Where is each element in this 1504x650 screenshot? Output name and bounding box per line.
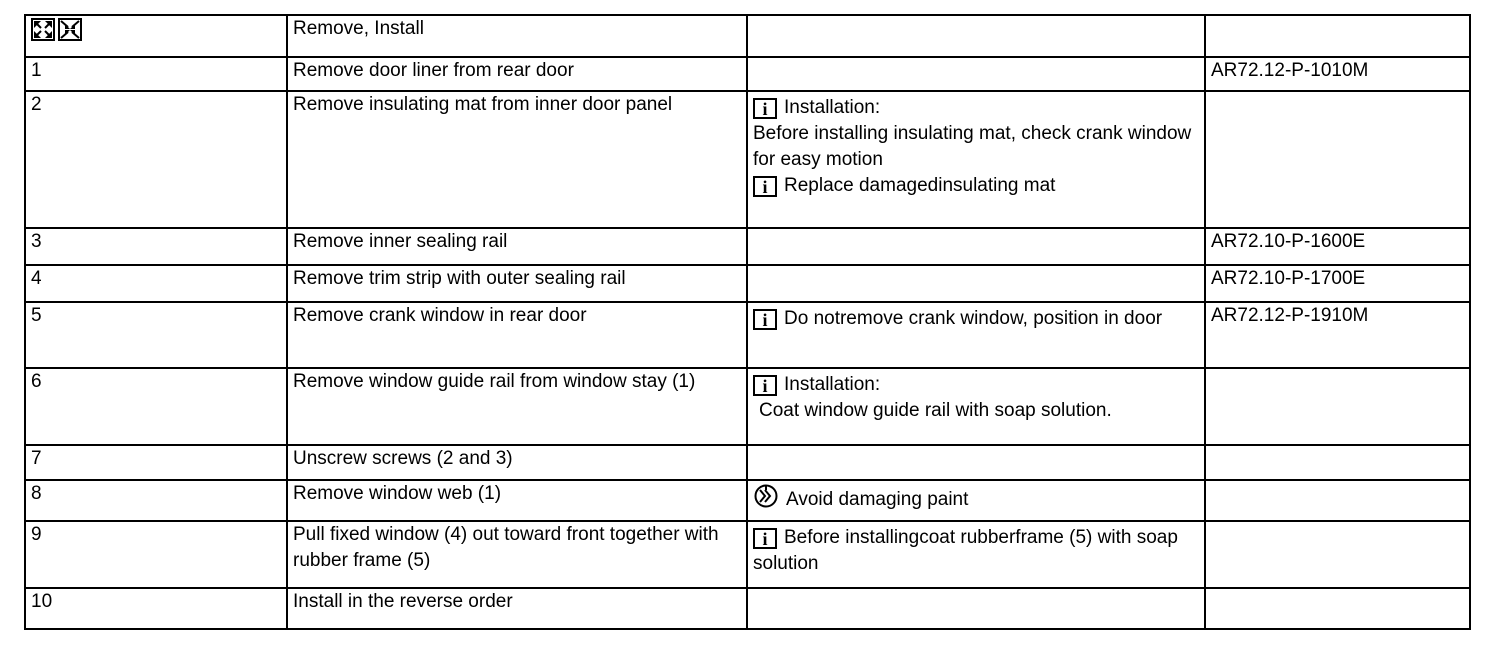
header-icons-cell xyxy=(25,15,287,57)
info-icon: i xyxy=(753,375,777,396)
step-text: Remove trim strip with outer sealing rail xyxy=(287,265,747,302)
note-text: Before installing insulating mat, check crank window for easy motion xyxy=(753,123,1192,170)
step-reference[interactable]: AR72.10-P-1700E xyxy=(1205,265,1470,302)
step-text: Remove window web (1) xyxy=(287,480,747,521)
step-reference xyxy=(1205,588,1470,629)
step-note xyxy=(747,302,1205,368)
step-text: Remove window guide rail from window stay (1) xyxy=(287,368,747,445)
step-text: Remove crank window in rear door xyxy=(287,302,747,368)
table-row xyxy=(25,91,1470,228)
step-note xyxy=(747,480,1205,521)
table-row xyxy=(25,521,1470,588)
note-heading: Installation: xyxy=(784,374,881,395)
step-reference xyxy=(1205,91,1470,228)
info-icon: i xyxy=(753,176,777,197)
step-reference[interactable]: AR72.10-P-1600E xyxy=(1205,228,1470,265)
step-number: 10 xyxy=(25,588,287,629)
step-note xyxy=(747,57,1205,91)
step-reference[interactable]: AR72.12-P-1910M xyxy=(1205,302,1470,368)
table-row xyxy=(25,302,1470,368)
remove-icon xyxy=(31,18,55,41)
step-number: 8 xyxy=(25,480,287,521)
step-reference xyxy=(1205,445,1470,480)
step-number: 7 xyxy=(25,445,287,480)
install-icon xyxy=(58,18,82,41)
note-text: Before installingcoat rubberframe (5) with soap solution xyxy=(753,527,1178,574)
table-row xyxy=(25,368,1470,445)
step-note xyxy=(747,368,1205,445)
header-notes-cell xyxy=(747,15,1205,57)
step-note xyxy=(747,521,1205,588)
table-row xyxy=(25,445,1470,480)
table-row xyxy=(25,228,1470,265)
step-reference[interactable]: AR72.12-P-1010M xyxy=(1205,57,1470,91)
remove-install-icons xyxy=(31,18,82,41)
procedure-table xyxy=(24,14,1471,630)
note-text: Avoid damaging paint xyxy=(786,489,969,510)
info-icon: i xyxy=(753,98,777,119)
table-row xyxy=(25,588,1470,629)
step-reference xyxy=(1205,480,1470,521)
table-row xyxy=(25,480,1470,521)
step-number: 3 xyxy=(25,228,287,265)
step-text: Remove door liner from rear door xyxy=(287,57,747,91)
table-row xyxy=(25,265,1470,302)
step-text: Remove insulating mat from inner door panel xyxy=(287,91,747,228)
header-ref-cell xyxy=(1205,15,1470,57)
step-reference xyxy=(1205,521,1470,588)
step-number: 6 xyxy=(25,368,287,445)
step-number: 2 xyxy=(25,91,287,228)
step-number: 1 xyxy=(25,57,287,91)
step-number: 5 xyxy=(25,302,287,368)
note-heading: Installation: xyxy=(784,97,881,118)
step-text: Pull fixed window (4) out toward front together with rubber frame (5) xyxy=(287,521,747,588)
table-row xyxy=(25,57,1470,91)
step-note xyxy=(747,445,1205,480)
note-text: Coat window guide rail with soap solution. xyxy=(759,400,1112,421)
caution-icon xyxy=(753,484,779,508)
step-text: Unscrew screws (2 and 3) xyxy=(287,445,747,480)
step-note xyxy=(747,588,1205,629)
table-header-row xyxy=(25,15,1470,57)
step-text: Remove inner sealing rail xyxy=(287,228,747,265)
step-note xyxy=(747,228,1205,265)
note-text: Replace damagedinsulating mat xyxy=(784,175,1056,196)
step-number: 4 xyxy=(25,265,287,302)
step-reference xyxy=(1205,368,1470,445)
info-icon: i xyxy=(753,309,777,330)
info-icon: i xyxy=(753,528,777,549)
header-title: Remove, Install xyxy=(287,15,747,57)
step-note xyxy=(747,91,1205,228)
step-note xyxy=(747,265,1205,302)
step-number: 9 xyxy=(25,521,287,588)
note-text: Do notremove crank window, position in door xyxy=(784,308,1163,329)
step-text: Install in the reverse order xyxy=(287,588,747,629)
